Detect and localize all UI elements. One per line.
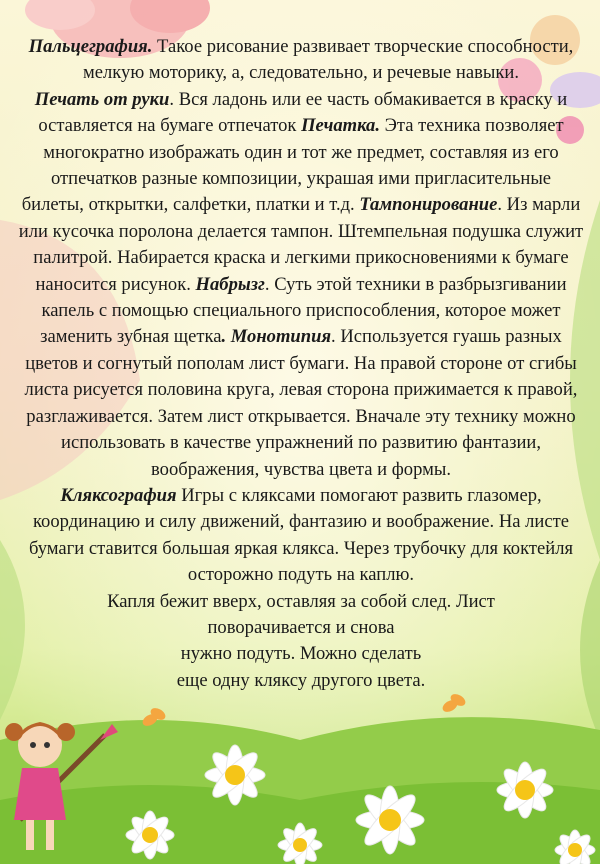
text-line: нужно подуть. Можно сделать <box>180 643 422 665</box>
technique-description: . Из марли или кусочка поролона делается тампон. Штемпельная подушка служит палитрой. Набирается краска и легкими прикосновениями к бумаге наносится рисунок. <box>18 194 584 295</box>
paragraph <box>18 87 584 483</box>
text-line: поворачивается и снова <box>207 616 395 638</box>
text-line: осторожно подуть на каплю. <box>187 564 415 586</box>
technique-term: Кляксография <box>60 484 177 506</box>
technique-description: Такое рисование развивает творческие способности, мелкую моторику, а, следовательно, и речевые навыки. <box>82 36 574 84</box>
technique-description: . Суть этой техники в разбрызгивании капель с помощью специального приспособления, которое может заменить зубная щетка <box>40 273 567 348</box>
technique-description: Игры с кляксами помогают развить глазомер, координацию и силу движений, фантазию и воображение. На листе бумаги ставится большая яркая клякса. Через трубочку для коктейля <box>28 484 574 559</box>
technique-description: . Используется гуашь разных цветов и согнутый пополам лист бумаги. На правой стороне от сгибы листа рисуется половина круга, левая сторона прижимается к правой, разглаживается. Затем лист открывается. Вначале эту технику можно использовать в качестве упражнений по развитию фантазии, воображения, чувства цвета и формы. <box>24 326 578 480</box>
text-line: еще одну кляксу другого цвета. <box>176 669 426 691</box>
technique-term: Печать от руки <box>34 88 170 110</box>
technique-term: . Монотипия <box>221 326 332 348</box>
technique-description: . Вся ладонь или ее часть обмакивается в краску и оставляется на бумаге отпечаток <box>38 88 568 137</box>
text-line: Капля бежит вверх, оставляя за собой след. Лист <box>107 590 495 612</box>
technique-term: Набрызг <box>195 273 265 295</box>
article-text <box>18 34 584 694</box>
paragraph <box>18 34 584 87</box>
technique-term: Печатка. <box>301 115 380 137</box>
technique-term: Пальцеграфия. <box>28 36 153 57</box>
technique-description: Эта техника позволяет многократно изображать один и тот же предмет, составляя из его отпечатков разные композиции, украшая ими пригласительные билеты, открытки, салфетки, платки и т.д. <box>21 115 564 216</box>
paragraph <box>18 483 584 562</box>
technique-term: Тампонирование <box>359 194 498 216</box>
